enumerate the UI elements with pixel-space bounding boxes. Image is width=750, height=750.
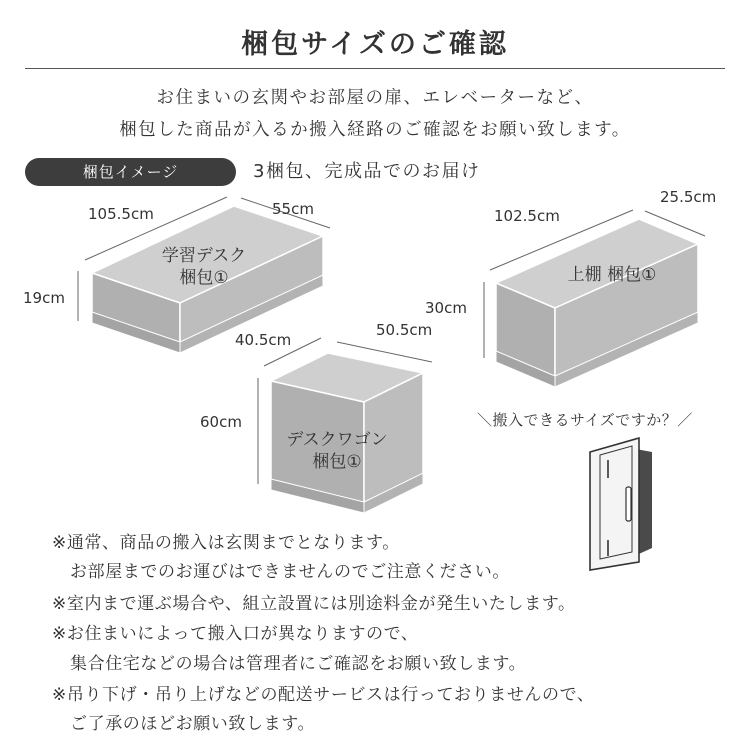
note-1: ※通常、商品の搬入は玄関までとなります。 [52,533,400,553]
note-4: ※吊り下げ・吊り上げなどの配送サービスは行っておりませんので、 [52,685,595,705]
package-image-badge: 梱包イメージ [25,158,236,186]
desk-box-name-line2: 梱包① [179,268,229,288]
note-2: ※室内まで運ぶ場合や、組立設置には別途料金が発生いたします。 [52,594,576,614]
desk-box-name-line1: 学習デスク [161,246,247,266]
shelf-depth-label: 25.5cm [660,188,717,206]
wagon-width-label: 40.5cm [235,331,292,349]
page-title: 梱包サイズのご確認 [241,29,509,60]
note-3b: 集合住宅などの場合は管理者にご確認をお願い致します。 [70,654,527,674]
wagon-depth-label: 50.5cm [376,321,433,339]
intro-line-1: お住まいの玄関やお部屋の扉、エレベーターなど、 [156,88,594,108]
desk-width-label: 105.5cm [88,205,154,223]
wagon-height-label: 60cm [200,413,242,431]
wagon-box-name-line2: 梱包① [312,452,362,472]
intro-line-2: 梱包した商品が入るか搬入経路のご確認をお願い致します。 [119,120,631,140]
note-4b: ご了承のほどお願い致します。 [70,714,316,734]
shelf-box-name: 上棚 梱包① [567,265,657,285]
door-handle-icon [626,487,631,521]
note-3: ※お住まいによって搬入口が異なりますので、 [52,624,419,644]
shelf-width-label: 102.5cm [494,207,560,225]
desk-depth-label: 55cm [272,200,314,218]
door-question-label: ＼搬入できるサイズですか？／ [477,411,693,429]
note-1b: お部屋までのお運びはできませんのでご注意ください。 [70,562,510,582]
shelf-box [496,219,698,387]
wagon-box-name-line1: デスクワゴン [286,430,388,450]
door-icon [590,438,652,570]
shelf-height-label: 30cm [425,299,467,317]
package-count-note: 3梱包、完成品でのお届け [253,161,481,182]
desk-height-label: 19cm [23,289,65,307]
